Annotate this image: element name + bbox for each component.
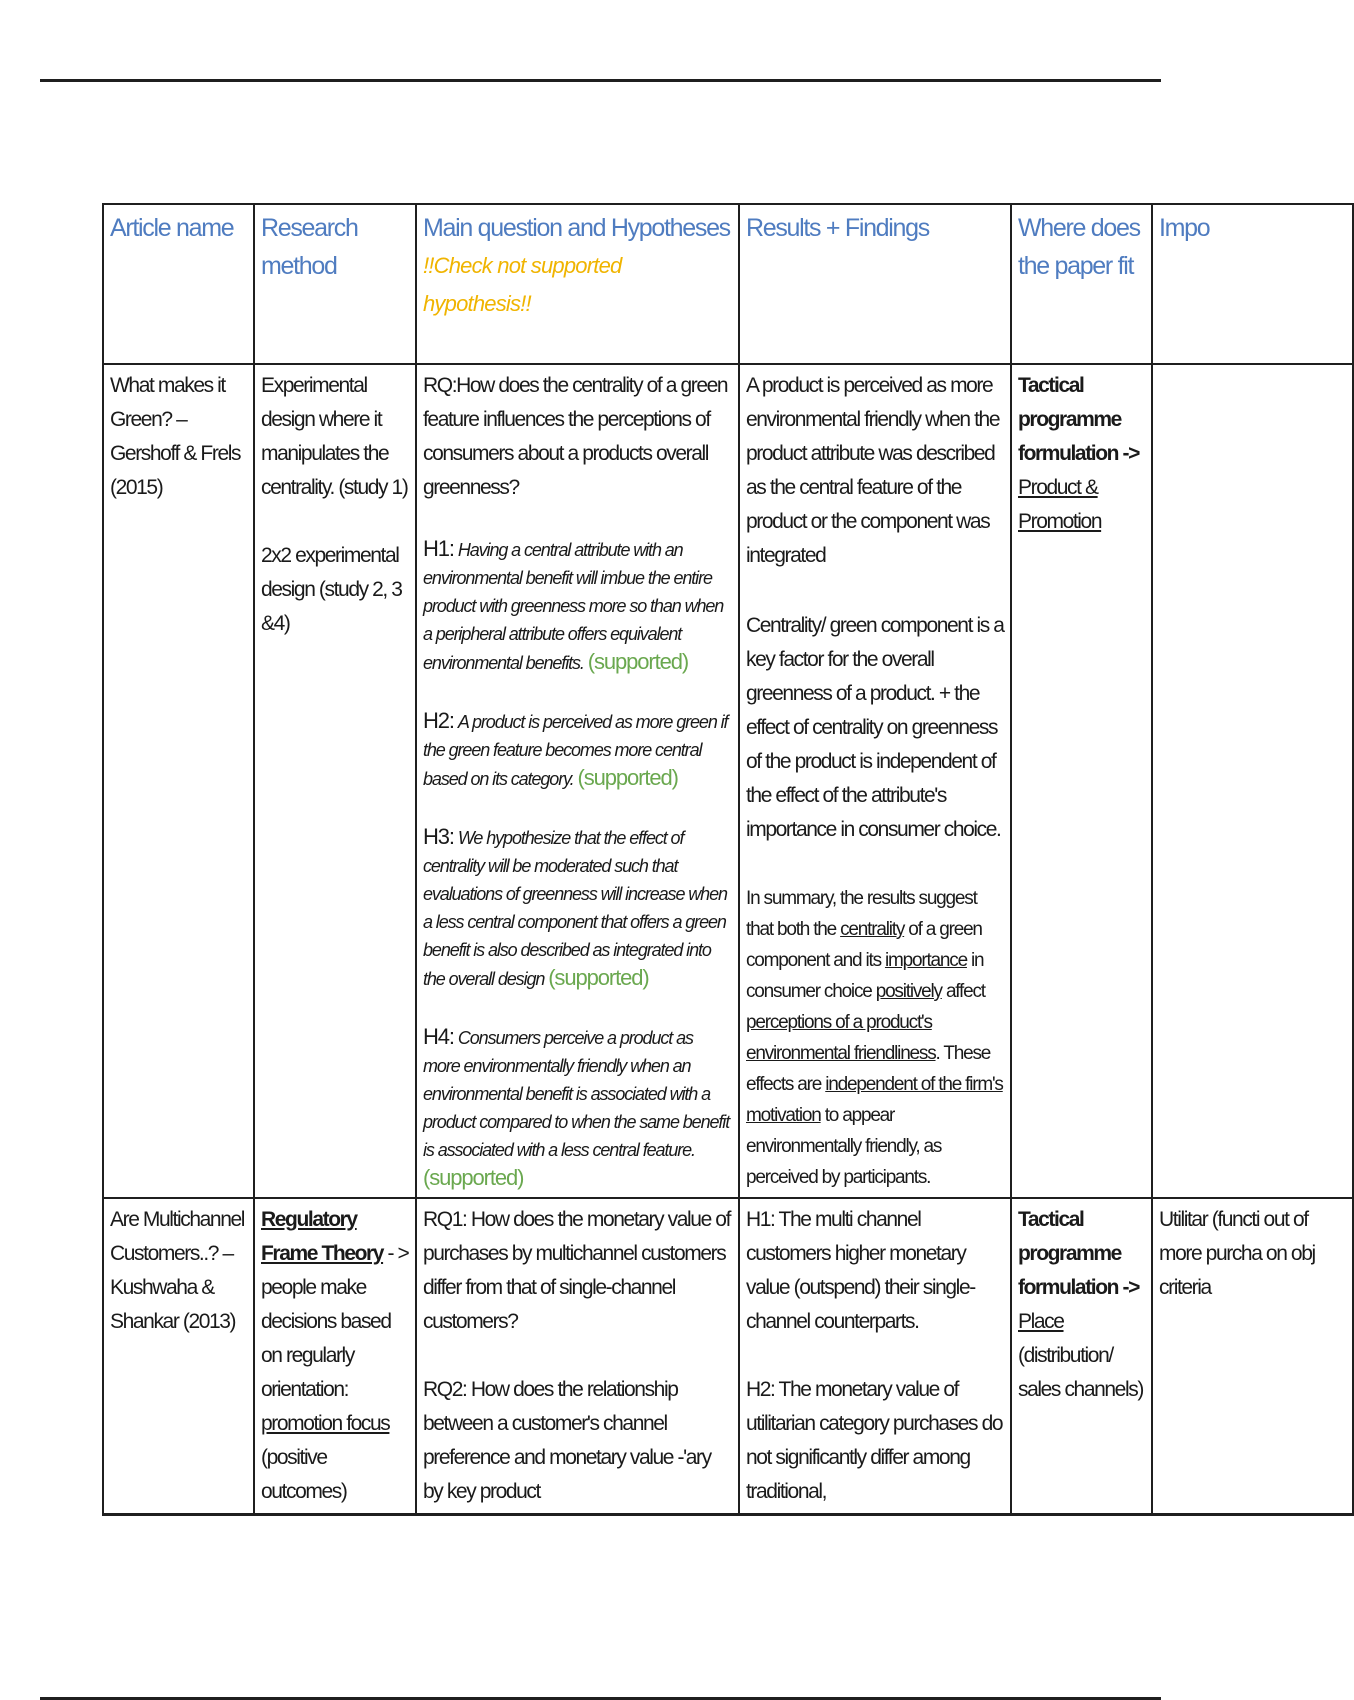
- result-text: H1: The multi channel customers higher monetary value (outspend) their single-channel counterparts.: [746, 1208, 975, 1333]
- top-rule: [40, 79, 1161, 82]
- result-text: H2: The monetary value of utilitarian category purchases do not significantly differ among traditional,: [746, 1378, 1003, 1503]
- header-row: [103, 204, 1353, 364]
- question-cell: [416, 364, 739, 1198]
- status-badge: (supported): [423, 1165, 524, 1190]
- fit-cell: [1011, 364, 1152, 1198]
- header-main-question: [416, 204, 739, 364]
- literature-table: [102, 203, 1354, 1516]
- result-text: A product is perceived as more environmental friendly when the product attribute was described as the central feature of the product or the component was integrated: [746, 374, 1000, 567]
- status-badge: (supported): [577, 765, 678, 790]
- research-question: RQ1: How does the monetary value of purchases by multichannel customers differ from that of single-channel customers?: [423, 1208, 731, 1333]
- question-cell: [416, 1198, 739, 1515]
- research-question: RQ2: How does the relationship between a customer's channel preference and monetary value -'ary by key product: [423, 1378, 711, 1503]
- article-cell: What makes it Green? – Gershoff & Frels (2015): [103, 364, 254, 1198]
- status-badge: (supported): [548, 965, 649, 990]
- hypothesis-h4: H4: Consumers perceive a product as more environmentally friendly when an environmental benefit is associated with a product compared to when the same benefit is associated with a less central feature. (supported): [423, 1024, 730, 1190]
- research-question: RQ:How does the centrality of a green feature influences the perceptions of consumers about a products overall greenness?: [423, 374, 728, 499]
- method-text: Experimental design where it manipulates the centrality. (study 1): [261, 374, 408, 499]
- table-row: [103, 1198, 1353, 1515]
- hypothesis-h3: H3: We hypothesize that the effect of centrality will be moderated such that evaluations of greenness will increase when a less central component that offers a green benefit is also described as integrated into the overall design (supported): [423, 824, 727, 990]
- status-badge: (supported): [587, 649, 689, 674]
- hypothesis-h1: H1: Having a central attribute with an environmental benefit will imbue the entire product with greenness more so than when a peripheral attribute offers equivalent environmental benefits. (supported): [423, 536, 724, 674]
- table-row: [103, 364, 1353, 1198]
- result-summary: In summary, the results suggest that both the centrality of a green component and its importance in consumer choice positively affect perceptions of a product's environmental friendliness. These effects are independent of the firm's motivation to appear environmentally friendly, as perceived by participants.: [746, 888, 1003, 1188]
- literature-table-wrapper: [102, 203, 1315, 1516]
- fit-subcategory: Product & Promotion: [1018, 476, 1102, 533]
- fit-cell: Tactical programme formulation -> Place (distribution/ sales channels): [1011, 1198, 1152, 1515]
- impo-cell: Utilitar (functi out of more purcha on obj criteria: [1152, 1198, 1353, 1515]
- header-check-note: !!Check not supported hypothesis!!: [423, 253, 622, 316]
- results-cell: [739, 364, 1011, 1198]
- header-results: Results + Findings: [739, 204, 1011, 364]
- fit-category: Tactical programme formulation ->: [1018, 374, 1139, 465]
- article-cell: Are Multichannel Customers..? – Kushwaha & Shankar (2013): [103, 1198, 254, 1515]
- header-research-method: Research method: [254, 204, 416, 364]
- method-text: 2x2 experimental design (study 2, 3 &4): [261, 544, 402, 635]
- header-impo: Impo: [1152, 204, 1353, 364]
- impo-cell: [1152, 364, 1353, 1198]
- header-main-question-label: Main question and Hypotheses: [423, 214, 730, 242]
- result-text: Centrality/ green component is a key factor for the overall greenness of a product. + the effect of centrality on greenness of the product is independent of the effect of the attribute's importance in consumer choice.: [746, 614, 1004, 841]
- hypothesis-h2: H2: A product is perceived as more green if the green feature becomes more central based on its category. (supported): [423, 708, 728, 790]
- header-article-name: Article name: [103, 204, 254, 364]
- header-where-fit: Where does the paper fit: [1011, 204, 1152, 364]
- method-cell: Regulatory Frame Theory - > people make decisions based on regularly orientation: promotion focus (positive outcomes): [254, 1198, 416, 1515]
- results-cell: [739, 1198, 1011, 1515]
- method-cell: [254, 364, 416, 1198]
